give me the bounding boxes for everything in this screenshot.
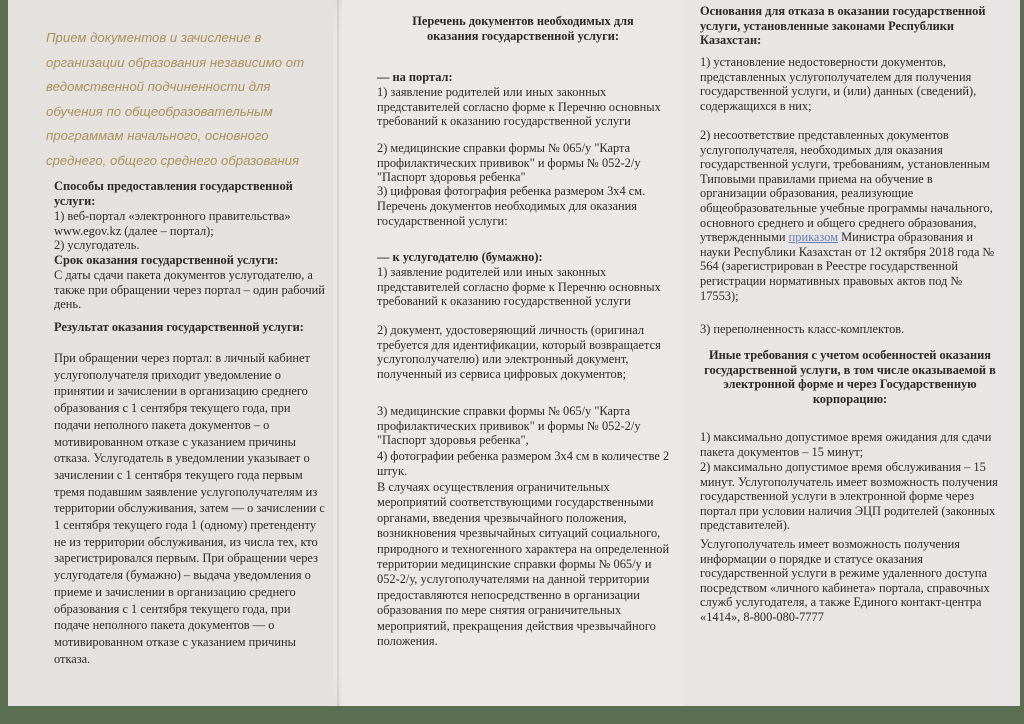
term-title: Срок оказания государственной услуги:: [54, 253, 279, 267]
portal-item-3: 3) цифровая фотография ребенка размером 3x4 см.: [377, 184, 646, 198]
order-link[interactable]: приказом: [788, 230, 839, 245]
result-text: При обращении через портал: в личный кабинет услугополучателя приходит уведомление о принятии и зачислении в организацию среднего образования с 1 сентября текущего года, при подачи неполного пакета документов – о мотивированном отказе с указанием причины отказа. Услугодатель в уведомлении указывает о зачислении с 1 сентября текущего года первым тремя подавшим заявление услугополучателям из территории обслуживания, затем — о зачислении с 1 сентября текущего года 1 (одному) претенденту не из территории обслуживания, из числа тех, кто зарегистрировался первым. При обращении через услугодателя (бумажно) – выдача уведомления о приеме и зачислении в организацию среднего образования с 1 сентября текущего года, при подаче неполного пакета документов — о мотивированном отказе с указанием причины отказа.: [54, 351, 325, 666]
other-item-3: Услугополучатель имеет возможность получения информации о порядке и статусе оказания государственной услуги в режиме удаленного доступа посредством «личного кабинета» портала, справочных служб услугодателя, а также Единого контакт-центра «1414», 8-800-080-7777: [700, 537, 990, 624]
leaflet-sheet: [8, 0, 1020, 706]
documents-title: Перечень документов необходимых для оказания государственной услуги:: [412, 14, 634, 43]
other-item-2: 2) максимально допустимое время обслуживания – 15 минут. Услугополучатель имеет возможность получения государственной услуги в электронной форме через портал при условии наличия ЭЦП родителей (законных представителей).: [700, 460, 998, 533]
paper-item-1: 1) заявление родителей или иных законных представителей согласно форме к Перечню основных требований к оказанию государственной услуги: [377, 265, 661, 309]
other-requirements-title: Иные требования с учетом особенностей оказания государственной услуги, в том числе оказываемой в электронной форме и через Государственную корпорацию:: [704, 348, 996, 406]
result-title: Результат оказания государственной услуги:: [54, 320, 304, 334]
portal-title: — на портал:: [377, 70, 453, 84]
ways-item-1: 1) веб-портал «электронного правительства» www.egov.kz (далее – портал);: [54, 209, 291, 238]
fold-line-left: [337, 0, 339, 706]
refusal-item-1: 1) установление недостоверности документов, представленных услугополучателем для получения государственной услуги, и (или) данных (сведений), содержащихся в них;: [700, 55, 977, 113]
ways-item-2: 2) услугодатель.: [54, 238, 140, 252]
emergency-note: В случаях осуществления ограничительных мероприятий соответствующими государственными органами, введения чрезвычайного положения, возникновения чрезвычайных ситуаций социального, природного и техногенного характера на определенной территории медицинские справки формы № 065/у и 052-2/у, услугополучателями на данной территории предоставляются непосредственно в организации образования по мере снятия ограничительных мероприятий, прекращения действия чрезвычайного положения.: [377, 480, 670, 649]
portal-note: Перечень документов необходимых для оказания государственной услуги:: [377, 199, 637, 228]
paper-item-2: 2) документ, удостоверяющий личность (оригинал требуется для идентификации, который возвращается услугополучателю) или электронный документ, полученный из сервиса цифровых документов;: [377, 323, 661, 381]
paper-item-4: 4) фотографии ребенка размером 3x4 см в количестве 2 штук.: [377, 449, 670, 478]
other-item-1: 1) максимально допустимое время ожидания для сдачи пакета документов – 15 минут;: [700, 430, 992, 459]
ways-title: Способы предоставления государственной услуги:: [54, 179, 293, 208]
refusal-title: Основания для отказа в оказании государственной услуги, установленные законами Республики Казахстан:: [700, 4, 986, 48]
intro-heading: Прием документов и зачисление в организации образования независимо от ведомственной подчиненности для обучения по общеобразовательным программам начального, основного среднего, общего среднего образования: [46, 30, 305, 168]
refusal-item-3: 3) переполненность класс-комплектов.: [700, 322, 905, 336]
paper-item-3: 3) медицинские справки формы № 065/у "Карта профилактических прививок" и формы № 052-2/у "Паспорт здоровья ребенка",: [377, 404, 641, 448]
paper-title: — к услугодателю (бумажно):: [377, 250, 543, 264]
portal-item-1: 1) заявление родителей или иных законных представителей согласно форме к Перечню основных требований к оказанию государственной услуги: [377, 85, 661, 129]
term-text: С даты сдачи пакета документов услугодателю, а также при обращении через портал – один рабочий день.: [54, 268, 325, 312]
portal-item-2: 2) медицинские справки формы № 065/у "Карта профилактических прививок" и формы № 052-2/у "Паспорт здоровья ребенка": [377, 141, 641, 185]
refusal-item-2: 2) несоответствие представленных документов услугополучателя, необходимых для оказания государственной услуги, требованиям, установленным Типовыми правилами приема на обучение в организации образования, реализующие общеобразовательные учебные программы начального, основного среднего и общего среднего образования, утвержденными приказом Министра образования и науки Республики Казахстан от 12 октября 2018 года № 564 (зарегистрирован в Реестре государственной регистрации нормативных правовых актов под № 17553);: [700, 128, 995, 303]
